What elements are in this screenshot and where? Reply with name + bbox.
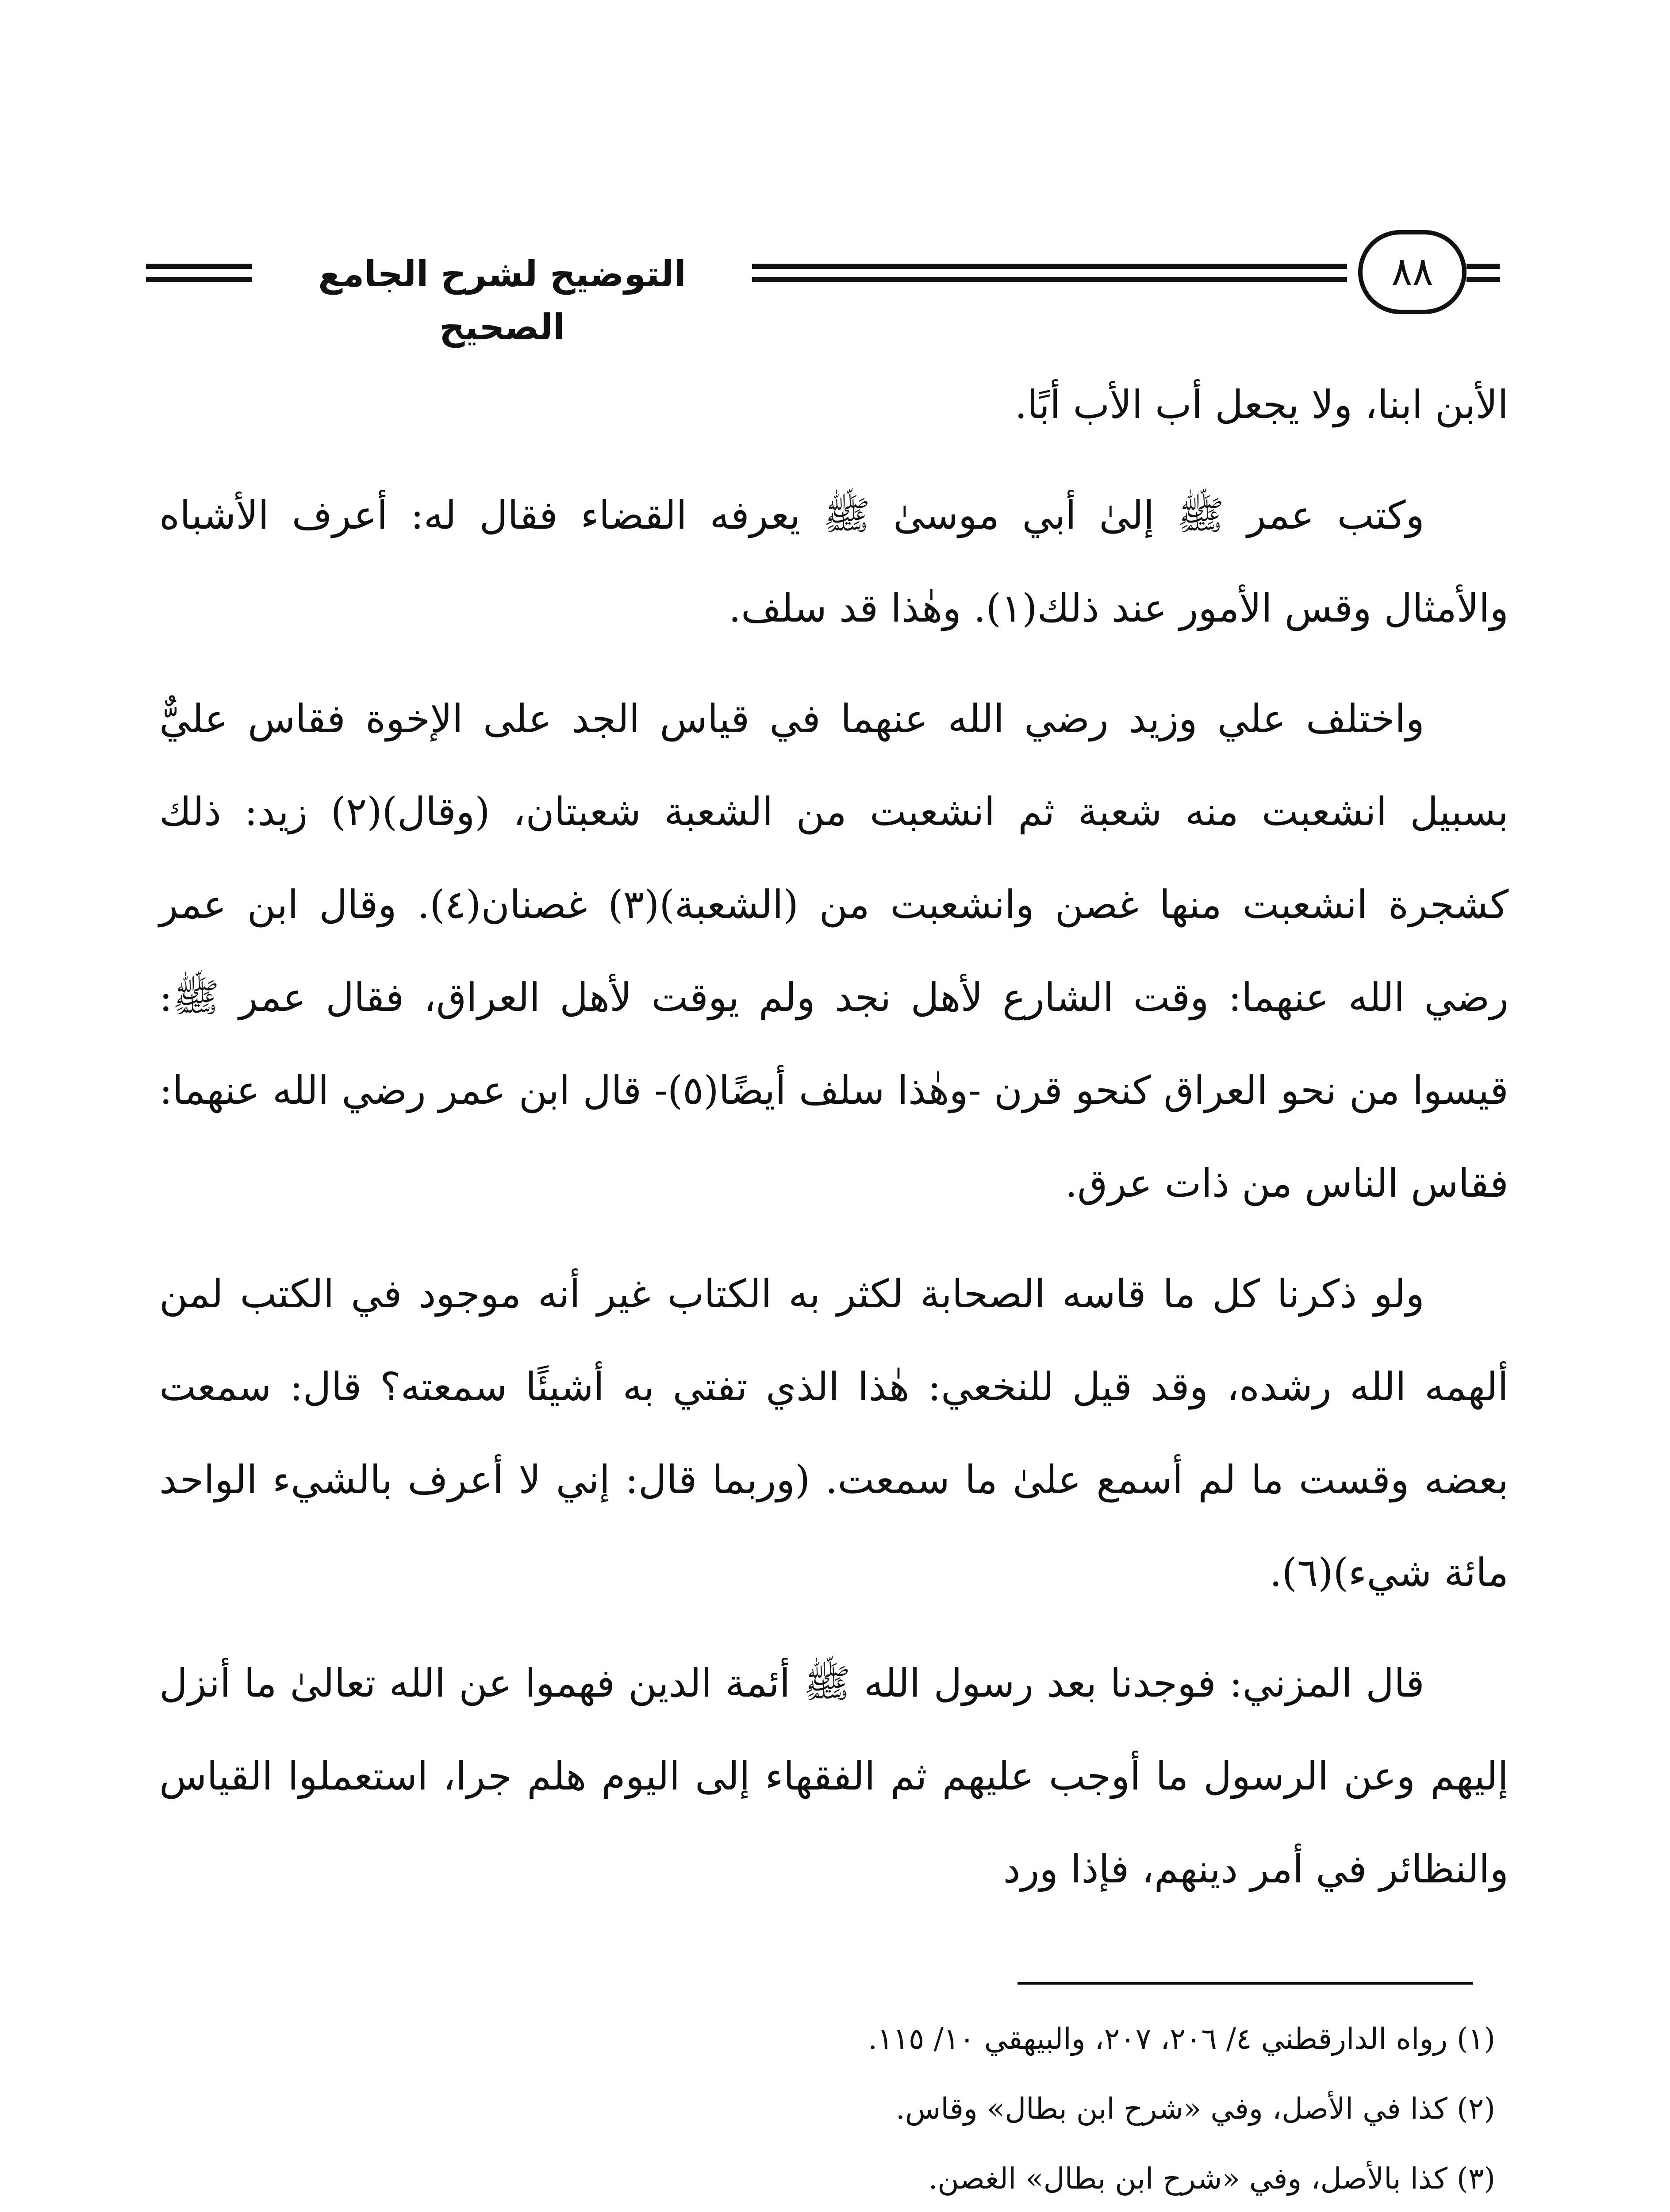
header-rule-right — [752, 260, 1347, 287]
paragraph: واختلف علي وزيد رضي الله عنهما في قياس الجد على الإخوة فقاس عليٌّ بسبيل انشعبت منه شعبة ثم انشعبت من الشعبة شعبتان، (وقال)(٢) زيد: ذلك كشجرة انشعبت منها غصن وانشعبت من (الشعبة)(٣) غصنان(٤). وقال ابن عمر رضي الله عنهما: وقت الشارع لأهل نجد ولم يوقت لأهل العراق، فقال عمر ﷺ: قيسوا من نحو العراق كنحو قرن -وهٰذا سلف أيضًا(٥)- قال ابن عمر رضي الله عنهما: فقاس الناس من ذات عرق. — [159, 696, 1509, 1206]
running-title: التوضيح لشرح الجامع الصحيح — [318, 253, 686, 348]
running-header — [146, 230, 1500, 348]
paragraph: ولو ذكرنا كل ما قاسه الصحابة لكثر به الكتاب غير أنه موجود في الكتب لمن ألهمه الله رشده، وقد قيل للنخعي: هٰذا الذي تفتي به أشيئًا سمعته؟ قال: سمعت بعضه وقست ما لم أسمع علىٰ ما سمعت. (وربما قال: إني لا أعرف بالشيء الواحد مائة شيء)(٦). — [159, 1271, 1509, 1595]
footnote: (١) رواه الدارقطني ٤/ ٢٠٦، ٢٠٧، والبيهقي ١٠/ ١١٥. — [868, 2022, 1495, 2056]
header-rule-end — [1467, 260, 1500, 287]
paragraph: وكتب عمر ﷺ إلىٰ أبي موسىٰ ﷺ يعرفه القضاء فقال له: أعرف الأشباه والأمثال وقس الأمور عند ذلك(١). وهٰذا قد سلف. — [159, 492, 1509, 631]
footnote: (٣) كذا بالأصل، وفي «شرح ابن بطال» الغصن. — [928, 2162, 1495, 2196]
footnote: (٢) كذا في الأصل، وفي «شرح ابن بطال» وقاس. — [895, 2092, 1495, 2126]
footnotes — [159, 2004, 1509, 2212]
main-text — [159, 358, 1509, 1933]
paragraph: قال المزني: فوجدنا بعد رسول الله ﷺ أئمة الدين فهموا عن الله تعالىٰ ما أنزل إليهم وعن الرسول ما أوجب عليهم ثم الفقهاء إلى اليوم هلم جرا، استعملوا القياس والنظائر في أمر دينهم، فإذا ورد — [159, 1660, 1509, 1892]
page-number: ٨٨ — [1358, 230, 1467, 314]
footnote-separator — [1017, 1982, 1473, 1985]
paragraph: الأبن ابنا، ولا يجعل أب الأب أبًا. — [1014, 382, 1509, 427]
header-rule-left — [146, 260, 252, 287]
